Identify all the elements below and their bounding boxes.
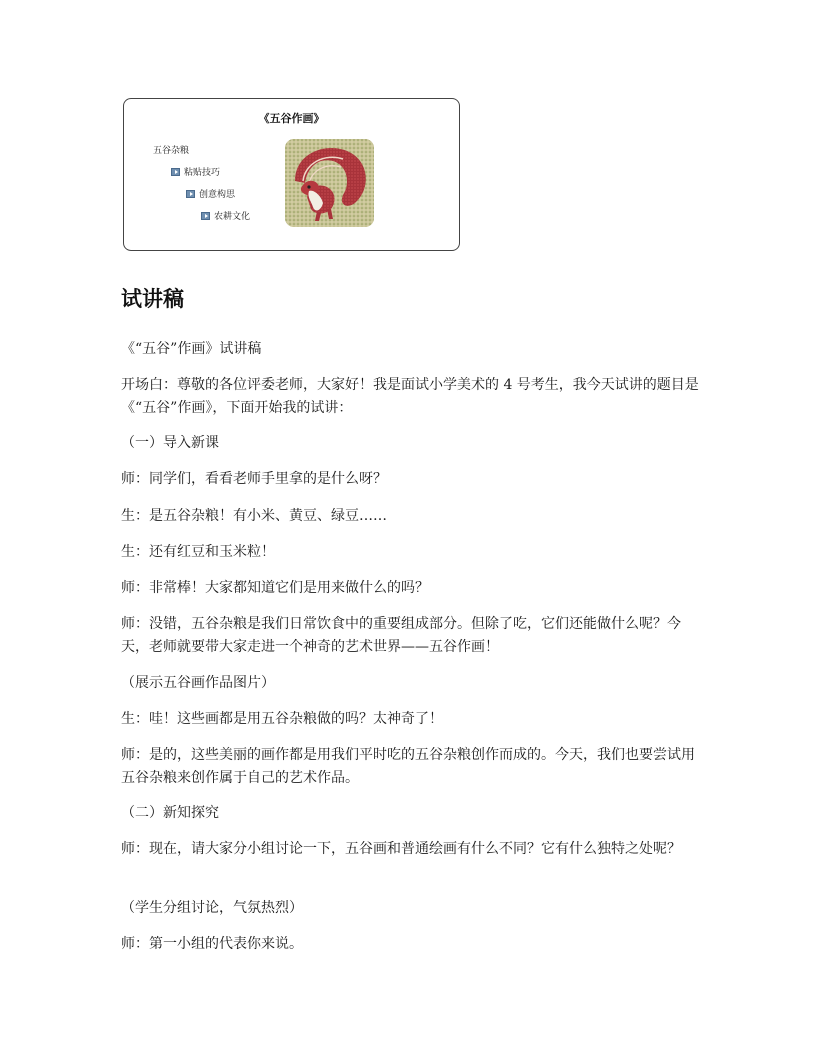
paragraph: 师：现在，请大家分小组讨论一下，五谷画和普通绘画有什么不同？它有什么独特之处呢？ <box>121 841 681 857</box>
paragraph: 生：是五谷杂粮！有小米、黄豆、绿豆…… <box>121 508 387 524</box>
arrow-bullet-icon <box>201 212 210 220</box>
paragraph-section-1: （一）导入新课 <box>121 435 219 451</box>
paragraph: （学生分组讨论，气氛热烈） <box>121 900 303 916</box>
arrow-bullet-icon <box>186 190 195 198</box>
paragraph-section-2: （二）新知探究 <box>121 805 219 821</box>
document-heading: 试讲稿 <box>121 287 184 311</box>
grain-mosaic-picture-icon <box>285 139 374 227</box>
paragraph: 师：同学们，看看老师手里拿的是什么呀？ <box>121 471 387 487</box>
outline-item-label: 创意构思 <box>199 190 236 200</box>
paragraph-title: 《“五谷”作画》试讲稿 <box>121 341 262 357</box>
paragraph: 生：哇！这些画都是用五谷杂粮做的吗？太神奇了！ <box>121 711 443 727</box>
outline-item-label: 粘贴技巧 <box>184 168 221 178</box>
outline-item-2 <box>186 187 235 200</box>
outline-root: 五谷杂粮 <box>153 146 190 156</box>
paragraph: 师：非常棒！大家都知道它们是用来做什么的吗？ <box>121 580 429 596</box>
outline-item-1 <box>171 165 220 178</box>
paragraph: 师：没错，五谷杂粮是我们日常饮食中的重要组成部分。但除了吃，它们还能做什么呢？今天，老师就要带大家走进一个神奇的艺术世界——五谷作画！ <box>121 616 681 655</box>
paragraph: 生：还有红豆和玉米粒！ <box>121 544 275 560</box>
paragraph-opening: 开场白：尊敬的各位评委老师，大家好！我是面试小学美术的 4 号考生，我今天试讲的题目是《“五谷”作画》，下面开始我的试讲： <box>121 377 699 416</box>
slide-thumbnail <box>123 98 460 251</box>
paragraph: 师：第一小组的代表你来说。 <box>121 936 303 952</box>
paragraph: （展示五谷画作品图片） <box>121 675 275 691</box>
outline-item-label: 农耕文化 <box>214 212 251 222</box>
slide-title: 《五谷作画》 <box>258 112 325 125</box>
paragraph: 师：是的，这些美丽的画作都是用我们平时吃的五谷杂粮创作而成的。今天，我们也要尝试用五谷杂粮来创作属于自己的艺术作品。 <box>121 747 695 786</box>
arrow-bullet-icon <box>171 168 180 176</box>
outline-item-3 <box>201 209 250 222</box>
